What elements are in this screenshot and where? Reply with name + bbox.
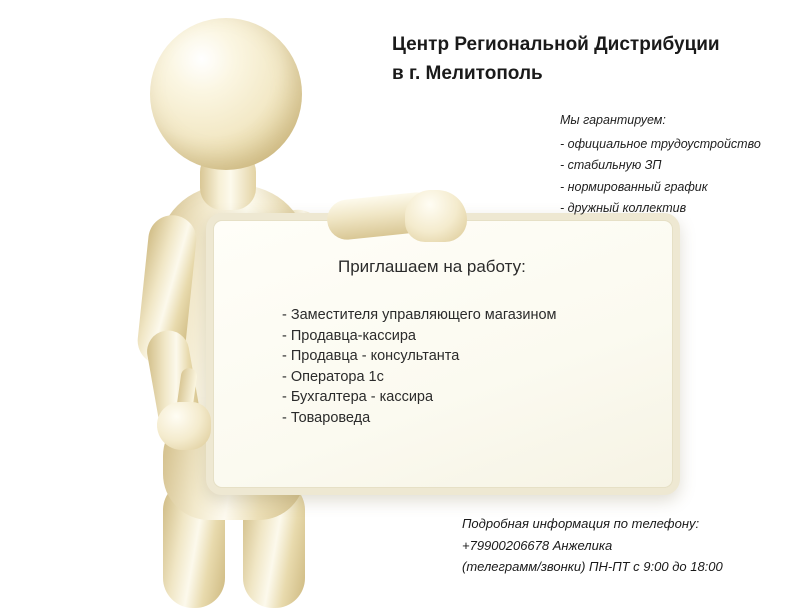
board-title: Приглашаем на работу: <box>338 257 526 276</box>
contacts-block <box>462 513 800 578</box>
contacts-phone: +79900206678 Анжелика <box>462 537 613 553</box>
contacts-schedule: (телеграмм/звонки) ПН-ПТ с 9:00 до 18:00 <box>462 559 723 574</box>
guarantee-item: - стабильную ЗП <box>560 158 662 172</box>
vacancy-item: - Оператора 1с <box>282 368 384 385</box>
vacancy-item: - Товароведа <box>282 409 371 426</box>
mannequin-overlay-limbs <box>105 10 465 600</box>
guarantees-heading: Мы гарантируем: <box>560 113 666 127</box>
guarantee-item: - нормированный график <box>560 179 708 194</box>
headline-line-2: в г. Мелитополь <box>392 63 543 84</box>
vacancy-item: - Продавца-кассира <box>282 327 416 344</box>
guarantee-item: - официальное трудоустройство <box>560 136 761 151</box>
figure-left-hand <box>157 402 211 450</box>
guarantees-block <box>560 110 800 220</box>
vacancy-item: - Продавца - консультанта <box>282 348 460 364</box>
guarantee-item: - дружный коллектив <box>560 201 687 215</box>
vacancy-item: - Заместителя управляющего магазином <box>282 307 557 323</box>
vacancy-item: - Бухгалтера - кассира <box>282 389 434 405</box>
guarantees-list <box>560 134 800 220</box>
headline-line-1: Центр Региональной Дистрибуции <box>392 34 720 55</box>
page-title <box>392 30 792 88</box>
figure-right-hand <box>405 190 467 242</box>
contacts-line-1: Подробная информация по телефону: <box>462 516 700 531</box>
